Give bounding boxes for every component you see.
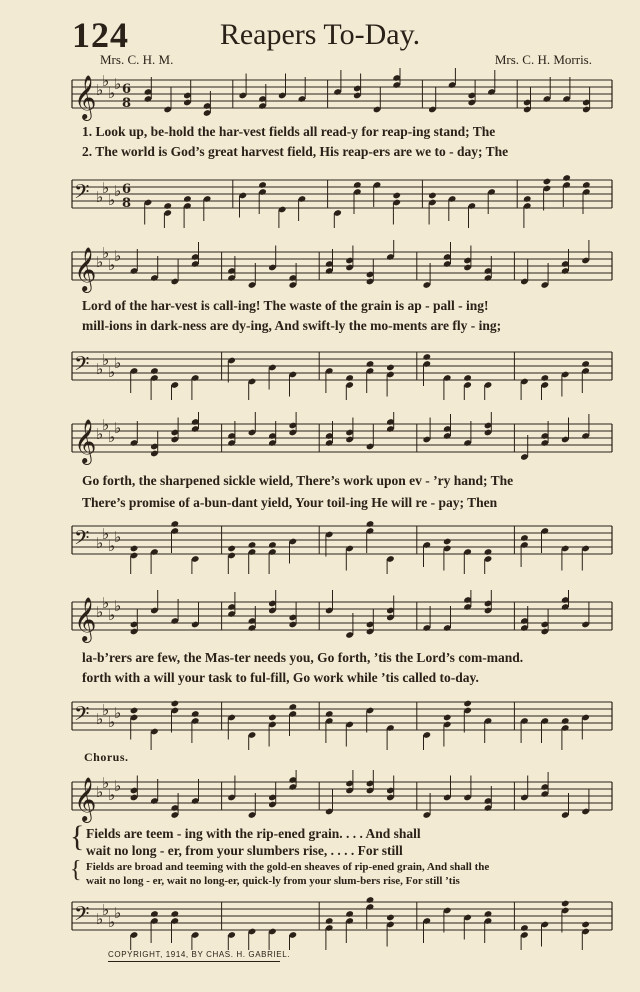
note-head xyxy=(561,717,570,725)
chorus-alt-line-1: Fields are broad and teeming with the gold-en sheaves of rip-ened grain, And shall the xyxy=(86,861,490,873)
flat-icon: ♭ xyxy=(114,704,122,722)
flat-icon: ♭ xyxy=(108,428,116,446)
system-4-verse-2: forth with a will your task to ful-fill, Go work while ’tis called to-day. xyxy=(82,670,479,685)
flat-icon: ♭ xyxy=(102,594,110,612)
flat-icon: ♭ xyxy=(108,256,116,274)
note-head xyxy=(248,541,257,549)
flat-icon: ♭ xyxy=(96,603,104,621)
chorus-lyric-brace: { xyxy=(70,820,85,853)
hymn-title: Reapers To-Day. xyxy=(219,18,421,51)
time-signature-top: 6 xyxy=(122,182,132,197)
note-head xyxy=(150,910,159,918)
note-head xyxy=(582,181,591,189)
note-head xyxy=(258,181,267,189)
time-signature-top: 6 xyxy=(122,82,132,97)
flat-icon: ♭ xyxy=(114,354,122,372)
note-head xyxy=(345,910,354,918)
flat-icon: ♭ xyxy=(96,710,104,728)
flat-icon: ♭ xyxy=(102,774,110,792)
flat-icon: ♭ xyxy=(96,81,104,99)
chorus-treble-staff xyxy=(0,770,640,830)
note-head xyxy=(170,700,179,708)
treble-clef-icon: 𝄞 xyxy=(74,777,97,821)
note-head xyxy=(581,921,590,929)
note-head xyxy=(543,178,552,186)
treble-clef-icon: 𝄞 xyxy=(74,247,97,291)
note-head xyxy=(463,700,472,708)
note-head xyxy=(325,917,334,925)
flat-icon: ♭ xyxy=(114,247,122,265)
hymn-number: 124 xyxy=(72,15,129,55)
flat-icon: ♭ xyxy=(102,416,110,434)
note-head xyxy=(443,538,452,546)
system-1-bass-staff xyxy=(0,168,640,228)
bass-clef-icon: 𝄢 xyxy=(74,902,90,930)
flat-icon: ♭ xyxy=(102,525,110,543)
flat-icon: ♭ xyxy=(108,713,116,731)
note-head xyxy=(523,195,532,203)
bass-staff-lines xyxy=(72,180,612,208)
note-head xyxy=(170,520,179,528)
chorus-line-1: Fields are teem - ing with the rip-ened grain. . . . And shall xyxy=(86,826,421,841)
system-2-treble-staff xyxy=(0,240,640,300)
time-signature-bottom: 8 xyxy=(122,96,132,111)
note-head xyxy=(191,710,200,718)
bass-clef-icon: 𝄢 xyxy=(74,526,90,554)
copyright-notice: COPYRIGHT, 1914, BY CHAS. H. GABRIEL. xyxy=(108,950,291,959)
flat-icon: ♭ xyxy=(96,783,104,801)
note-head xyxy=(428,192,437,200)
note-head xyxy=(422,353,431,361)
treble-clef-icon: 𝄞 xyxy=(74,597,97,641)
note-head xyxy=(183,195,192,203)
flat-icon: ♭ xyxy=(102,701,110,719)
flat-icon: ♭ xyxy=(108,786,116,804)
treble-staff-lines xyxy=(72,602,612,630)
flat-icon: ♭ xyxy=(96,425,104,443)
flat-icon: ♭ xyxy=(102,351,110,369)
copyright-rule xyxy=(108,961,280,962)
system-2-verse-1: Lord of the har-vest is call-ing! The waste of the grain is ap - pall - ing! xyxy=(82,298,489,313)
flat-icon: ♭ xyxy=(114,597,122,615)
note-head xyxy=(268,541,277,549)
chorus-line-2: wait no long - er, from your slumbers rise, . . . . For still xyxy=(86,843,403,858)
system-3-bass-staff xyxy=(0,514,640,574)
note-head xyxy=(463,374,472,382)
flat-icon: ♭ xyxy=(108,537,116,555)
flat-icon: ♭ xyxy=(114,182,122,200)
note-head xyxy=(130,545,139,553)
system-2-bass-staff xyxy=(0,340,640,400)
note-head xyxy=(353,181,362,189)
chorus-alt-line-2: wait no long - er, wait no long-er, quick-ly from your slum-bers rise, For still ’tis xyxy=(86,875,460,887)
system-4-treble-staff xyxy=(0,590,640,650)
treble-staff-lines xyxy=(72,782,612,810)
note-head xyxy=(520,534,529,542)
flat-icon: ♭ xyxy=(102,72,110,90)
flat-icon: ♭ xyxy=(108,606,116,624)
flat-icon: ♭ xyxy=(96,188,104,206)
flat-icon: ♭ xyxy=(96,534,104,552)
note-head xyxy=(392,192,401,200)
note-head xyxy=(170,910,179,918)
system-2-verse-2: mill-ions in dark-ness are dy-ing, And swift-ly the mo-ments are fly - ing; xyxy=(82,318,502,333)
note-head xyxy=(227,545,236,553)
system-1-treble-staff xyxy=(0,68,640,128)
flat-icon: ♭ xyxy=(102,901,110,919)
note-head xyxy=(288,703,297,711)
bass-clef-icon: 𝄢 xyxy=(74,352,90,380)
treble-clef-icon: 𝄞 xyxy=(74,75,97,119)
note-head xyxy=(484,910,493,918)
note-head xyxy=(366,520,375,528)
time-signature-bottom: 8 xyxy=(122,196,132,211)
flat-icon: ♭ xyxy=(102,244,110,262)
note-head xyxy=(386,914,395,922)
system-3-verse-1: Go forth, the sharpened sickle wield, There’s work upon ev - ’ry hand; The xyxy=(82,473,514,488)
flat-icon: ♭ xyxy=(114,419,122,437)
flat-icon: ♭ xyxy=(96,253,104,271)
flat-icon: ♭ xyxy=(108,363,116,381)
note-head xyxy=(150,367,159,375)
flat-icon: ♭ xyxy=(108,913,116,931)
note-head xyxy=(268,714,277,722)
bass-clef-icon: 𝄢 xyxy=(74,180,90,208)
note-head xyxy=(325,710,334,718)
note-head xyxy=(386,364,395,372)
chorus-label: Chorus. xyxy=(84,750,129,764)
note-head xyxy=(345,374,354,382)
note-head xyxy=(540,374,549,382)
note-head xyxy=(562,174,571,182)
note-head xyxy=(366,896,375,904)
flat-icon: ♭ xyxy=(108,84,116,102)
music-credit: Mrs. C. H. Morris. xyxy=(494,52,592,67)
bass-clef-icon: 𝄢 xyxy=(74,702,90,730)
bass-staff-lines xyxy=(72,702,612,730)
flat-icon: ♭ xyxy=(114,777,122,795)
note-head xyxy=(561,900,570,908)
flat-icon: ♭ xyxy=(102,179,110,197)
flat-icon: ♭ xyxy=(108,191,116,209)
system-1-verse-2: 2. The world is God’s great harvest field, His reap-ers are we to - day; The xyxy=(82,144,509,159)
words-credit: Mrs. C. H. M. xyxy=(100,52,174,67)
flat-icon: ♭ xyxy=(114,75,122,93)
flat-icon: ♭ xyxy=(96,360,104,378)
system-3-treble-staff xyxy=(0,412,640,472)
note-head xyxy=(484,548,493,556)
note-head xyxy=(443,714,452,722)
system-4-verse-1: la-b’rers are few, the Mas-ter needs you, Go forth, ’tis the Lord’s com-mand. xyxy=(82,650,524,665)
chorus-alt-brace: { xyxy=(70,857,82,883)
flat-icon: ♭ xyxy=(114,904,122,922)
note-head xyxy=(130,707,139,715)
flat-icon: ♭ xyxy=(96,910,104,928)
system-4-bass-staff xyxy=(0,690,640,750)
note-head xyxy=(581,360,590,368)
flat-icon: ♭ xyxy=(114,528,122,546)
note-head xyxy=(163,202,172,210)
note-head xyxy=(520,924,529,932)
system-3-verse-2: There’s promise of a-bun-dant yield, Your toil-ing He will re - pay; Then xyxy=(82,495,498,510)
treble-clef-icon: 𝄞 xyxy=(74,419,97,463)
chorus-bass-staff xyxy=(0,890,640,950)
note-head xyxy=(366,360,375,368)
system-1-verse-1: 1. Look up, be-hold the har-vest fields all read-y for reap-ing stand; The xyxy=(82,124,496,139)
